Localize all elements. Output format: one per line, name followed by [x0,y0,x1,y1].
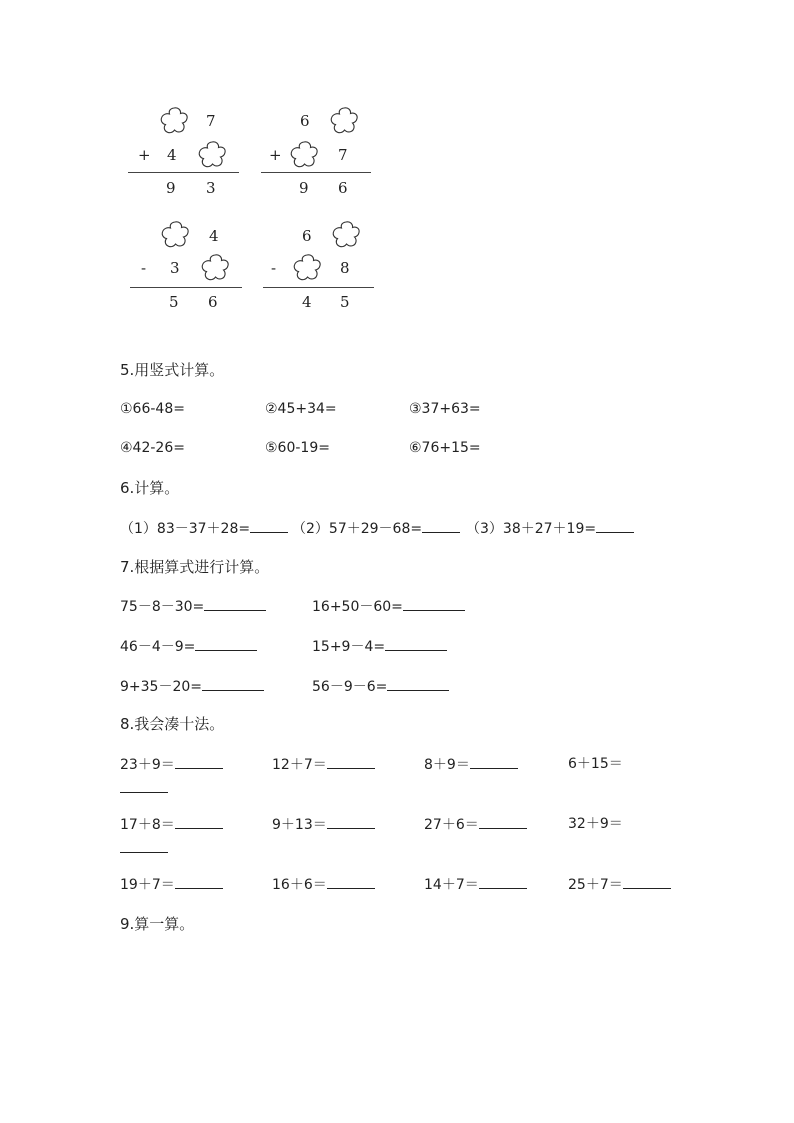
digit: 3 [170,259,180,277]
exercise-item: ⑥76+15= [409,440,481,456]
digit: 9 [299,179,309,197]
flower-blank-icon[interactable] [198,251,232,285]
answer-blank[interactable] [120,838,168,853]
question-title: 7.根据算式进行计算。 [120,558,270,576]
flower-blank-icon[interactable] [195,138,229,172]
answer-blank[interactable] [250,518,288,533]
exercise-item [312,636,447,657]
exercise-item [272,874,375,895]
difference-line [130,287,242,288]
exercise-item: ⑤60-19= [265,440,330,456]
exercise-item [312,596,465,617]
exercise-item [568,874,671,895]
question-title: 5.用竖式计算。 [120,361,225,379]
exercise-text: 16+50－60= [312,599,403,615]
exercise-text: 16＋6＝ [272,877,327,893]
answer-blank[interactable] [422,518,460,533]
answer-blank[interactable] [202,676,264,691]
exercise-text: 19＋7＝ [120,877,175,893]
answer-blank[interactable] [327,874,375,889]
exercise-text: 75－8－30= [120,599,205,615]
exercise-text: 46－4－9= [120,639,196,655]
digit: 5 [169,293,179,311]
digit: 6 [302,227,312,245]
sum-line [261,172,371,173]
exercise-item [120,518,288,539]
exercise-item [568,754,623,774]
digit: 8 [340,259,350,277]
operator: + [269,146,282,164]
digit: 5 [340,293,350,311]
digit: 6 [300,112,310,130]
answer-blank[interactable] [470,754,518,769]
exercise-item [424,754,518,775]
exercise-item: ④42-26= [120,440,185,456]
sum-line [128,172,239,173]
exercise-text: 9＋13＝ [272,817,327,833]
exercise-text: 17＋8＝ [120,817,175,833]
answer-blank[interactable] [327,754,375,769]
difference-line [263,287,374,288]
exercise-item [120,754,223,775]
exercise-text: 12＋7＝ [272,757,327,773]
flower-blank-icon[interactable] [327,104,361,138]
digit: 7 [206,112,216,130]
exercise-item [568,814,623,834]
exercise-item [120,874,223,895]
exercise-item [424,874,527,895]
exercise-text: 14＋7＝ [424,877,479,893]
answer-blank[interactable] [327,814,375,829]
exercise-text: 9+35－20= [120,679,202,695]
answer-blank[interactable] [623,874,671,889]
flower-blank-icon[interactable] [158,218,192,252]
question-title: 9.算一算。 [120,915,195,933]
answer-blank[interactable] [479,814,527,829]
exercise-item: ②45+34= [265,401,337,417]
exercise-text: （3）38＋27＋19= [466,521,597,537]
exercise-text: 27＋6＝ [424,817,479,833]
digit: 7 [338,146,348,164]
exercise-text: （2）57＋29－68= [292,521,423,537]
exercise-text: 6＋15＝ [568,756,623,772]
exercise-text: （1）83－37＋28= [120,521,251,537]
digit: 4 [167,146,177,164]
flower-blank-icon[interactable] [287,138,321,172]
exercise-item: ③37+63= [409,401,481,417]
exercise-text: 56－9－6= [312,679,388,695]
digit: 3 [206,179,216,197]
answer-blank[interactable] [479,874,527,889]
exercise-item [272,754,375,775]
answer-blank[interactable] [204,596,266,611]
answer-blank[interactable] [175,754,223,769]
exercise-text: 23＋9＝ [120,757,175,773]
digit: 4 [209,227,219,245]
exercise-item [120,636,257,657]
answer-blank[interactable] [175,814,223,829]
exercise-item [272,814,375,835]
exercise-item [466,518,634,539]
digit: 6 [208,293,218,311]
operator: - [141,259,147,277]
operator: - [271,259,277,277]
exercise-item [312,676,449,697]
answer-blank[interactable] [387,676,449,691]
question-title: 6.计算。 [120,479,180,497]
exercise-item [292,518,460,539]
digit: 9 [166,179,176,197]
flower-blank-icon[interactable] [329,218,363,252]
digit: 4 [302,293,312,311]
answer-blank[interactable] [385,636,447,651]
exercise-item [424,814,527,835]
exercise-item [120,596,266,617]
answer-blank[interactable] [403,596,465,611]
flower-blank-icon[interactable] [157,104,191,138]
flower-blank-icon[interactable] [290,251,324,285]
exercise-item [120,814,223,835]
answer-blank[interactable] [175,874,223,889]
exercise-text: 8＋9＝ [424,757,470,773]
operator: + [138,146,151,164]
exercise-text: 32＋9＝ [568,816,623,832]
exercise-item: ①66-48= [120,401,185,417]
answer-blank[interactable] [120,778,168,793]
answer-blank[interactable] [195,636,257,651]
exercise-text: 15+9－4= [312,639,386,655]
answer-blank[interactable] [596,518,634,533]
exercise-item [120,676,264,697]
digit: 6 [338,179,348,197]
exercise-text: 25＋7＝ [568,877,623,893]
question-title: 8.我会凑十法。 [120,715,225,733]
